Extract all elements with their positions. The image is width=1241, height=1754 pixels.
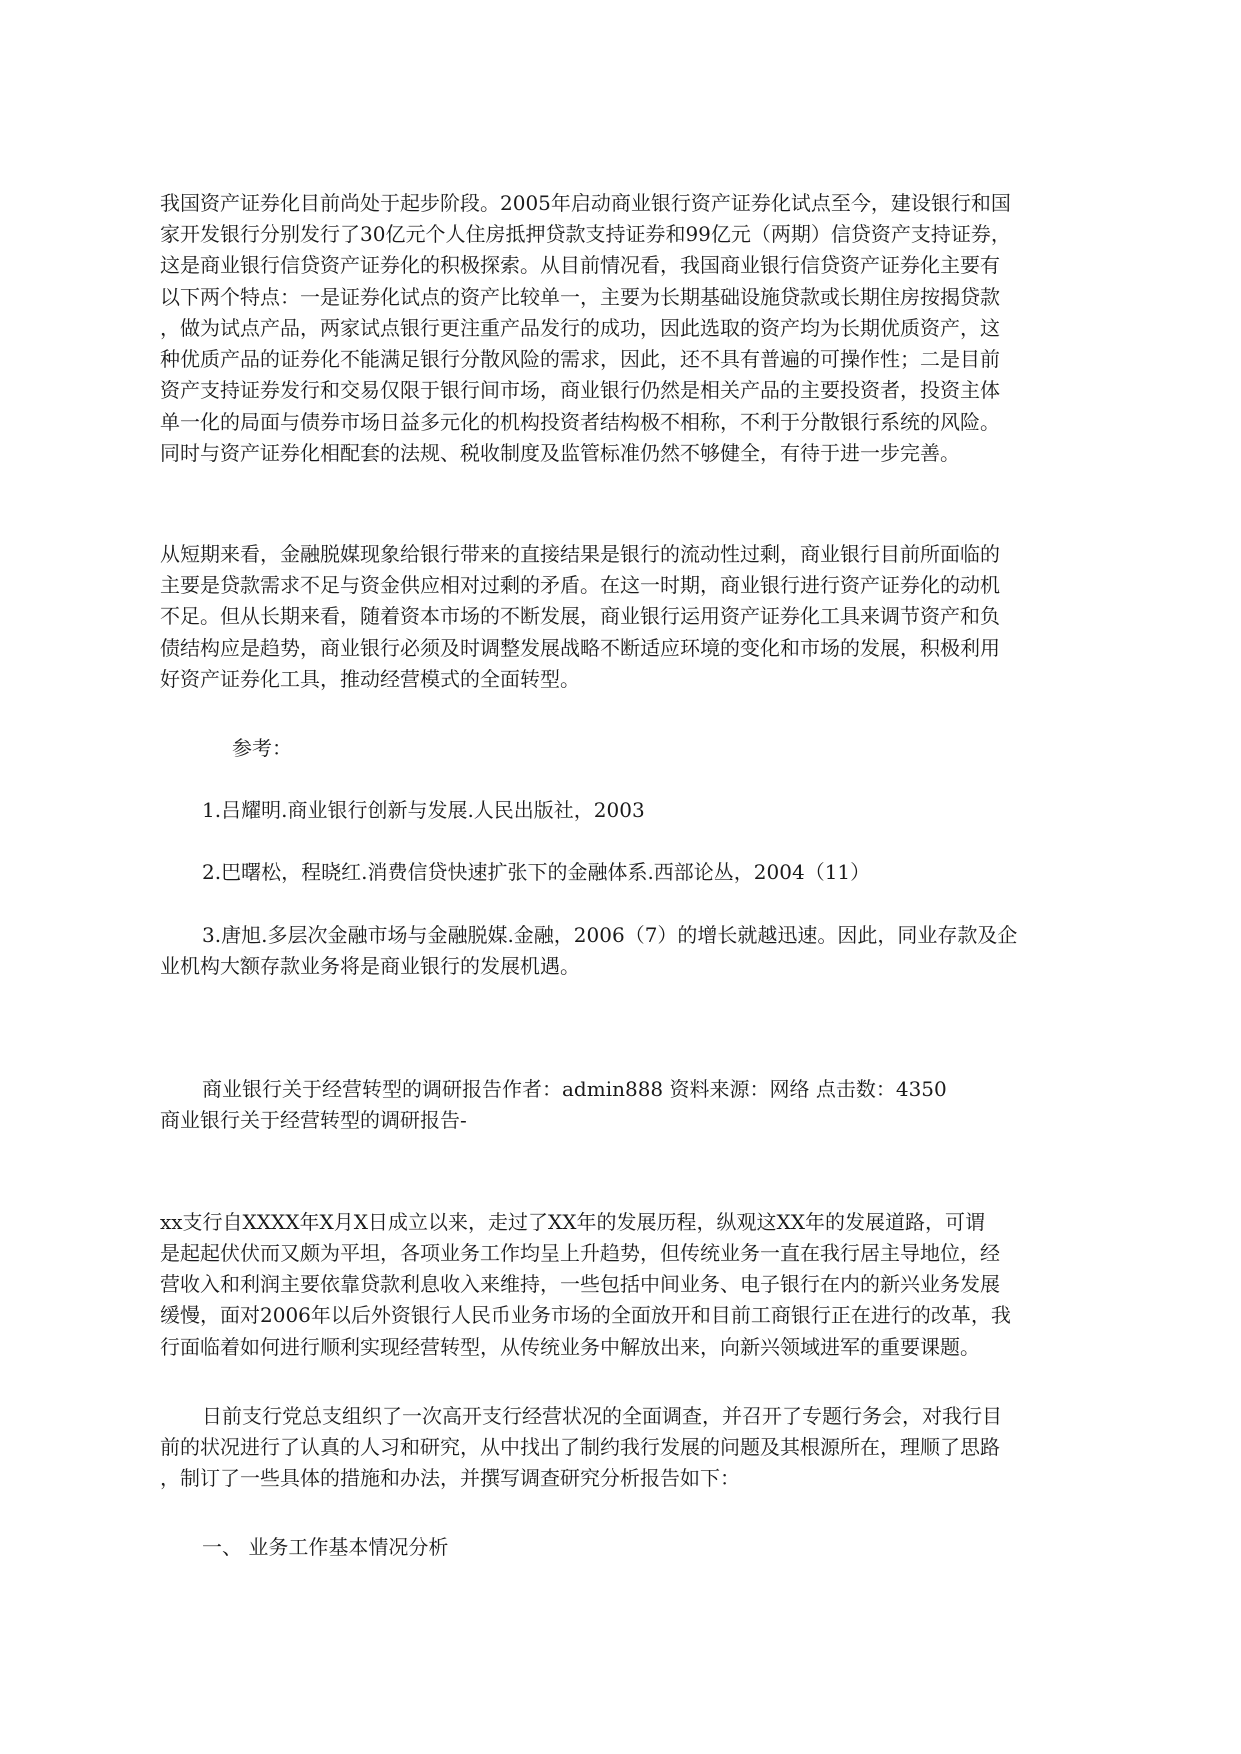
text-line: 这是商业银行信贷资产证券化的积极探索。从目前情况看，我国商业银行信贷资产证券化主要有: [160, 253, 1000, 277]
text-line: 种优质产品的证券化不能满足银行分散风险的需求，因此，还不具有普遍的可操作性；二是目前: [160, 347, 1000, 371]
text-line: 家开发银行分别发行了30亿元个人住房抵押贷款支持证券和99亿元（两期）信贷资产支持证券，: [160, 222, 1011, 246]
text-line: 好资产证券化工具，推动经营模式的全面转型。: [160, 667, 580, 691]
text-line: 日前支行党总支组织了一次高开支行经营状况的全面调查，并召开了专题行务会，对我行目: [202, 1404, 1002, 1428]
text-line: 同时与资产证券化相配套的法规、税收制度及监管标准仍然不够健全，有待于进一步完善。: [160, 441, 960, 465]
article-meta: 商业银行关于经营转型的调研报告作者：admin888 资料来源：网络 点击数：4350: [202, 1077, 947, 1101]
text-line: 债结构应是趋势，商业银行必须及时调整发展战略不断适应环境的变化和市场的发展，积极利用: [160, 636, 1000, 660]
references-label: 参考：: [232, 736, 292, 760]
text-line: 以下两个特点：一是证券化试点的资产比较单一，主要为长期基础设施贷款或长期住房按揭贷款: [160, 285, 1000, 309]
text-line: 资产支持证券发行和交易仅限于银行间市场，商业银行仍然是相关产品的主要投资者，投资主体: [160, 378, 1000, 402]
text-line: 从短期来看，金融脱媒现象给银行带来的直接结果是银行的流动性过剩，商业银行目前所面临的: [160, 542, 1000, 566]
text-line: 我国资产证券化目前尚处于起步阶段。2005年启动商业银行资产证券化试点至今，建设银行和国: [160, 191, 1011, 215]
text-line: 缓慢，面对2006年以后外资银行人民币业务市场的全面放开和目前工商银行正在进行的改革，我: [160, 1303, 1011, 1327]
reference-item: 1.吕耀明.商业银行创新与发展.人民出版社，2003: [202, 798, 645, 822]
text-line: ，做为试点产品，两家试点银行更注重产品发行的成功，因此选取的资产均为长期优质资产，这: [160, 316, 1000, 340]
section-heading: 一、 业务工作基本情况分析: [202, 1535, 449, 1559]
reference-item: 3.唐旭.多层次金融市场与金融脱媒.金融，2006（7）的增长就越迅速。因此，同业存款及企: [202, 923, 1018, 947]
text-line: 行面临着如何进行顺利实现经营转型，从传统业务中解放出来，向新兴领域进军的重要课题。: [160, 1335, 980, 1359]
text-line: ，制订了一些具体的措施和办法，并撰写调查研究分析报告如下：: [160, 1466, 740, 1490]
text-line: 营收入和利润主要依靠贷款利息收入来维持，一些包括中间业务、电子银行在内的新兴业务发展: [160, 1272, 1000, 1296]
text-line: 不足。但从长期来看，随着资本市场的不断发展，商业银行运用资产证券化工具来调节资产和负: [160, 604, 1000, 628]
text-line: 前的状况进行了认真的人习和研究，从中找出了制约我行发展的问题及其根源所在，理顺了思路: [160, 1435, 1000, 1459]
article-title: 商业银行关于经营转型的调研报告-: [160, 1108, 467, 1132]
text-line: 是起起伏伏而又颇为平坦，各项业务工作均呈上升趋势，但传统业务一直在我行居主导地位，经: [160, 1241, 1000, 1265]
text-line: 单一化的局面与债券市场日益多元化的机构投资者结构极不相称，不利于分散银行系统的风险。: [160, 410, 1000, 434]
reference-item: 2.巴曙松，程晓红.消费信贷快速扩张下的金融体系.西部论丛，2004（11）: [202, 860, 871, 884]
reference-item-continuation: 业机构大额存款业务将是商业银行的发展机遇。: [160, 954, 580, 978]
text-line: 主要是贷款需求不足与资金供应相对过剩的矛盾。在这一时期，商业银行进行资产证券化的动机: [160, 573, 1000, 597]
text-line: xx支行自XXXX年X月X日成立以来，走过了XX年的发展历程，纵观这XX年的发展道路，可谓: [160, 1210, 985, 1234]
